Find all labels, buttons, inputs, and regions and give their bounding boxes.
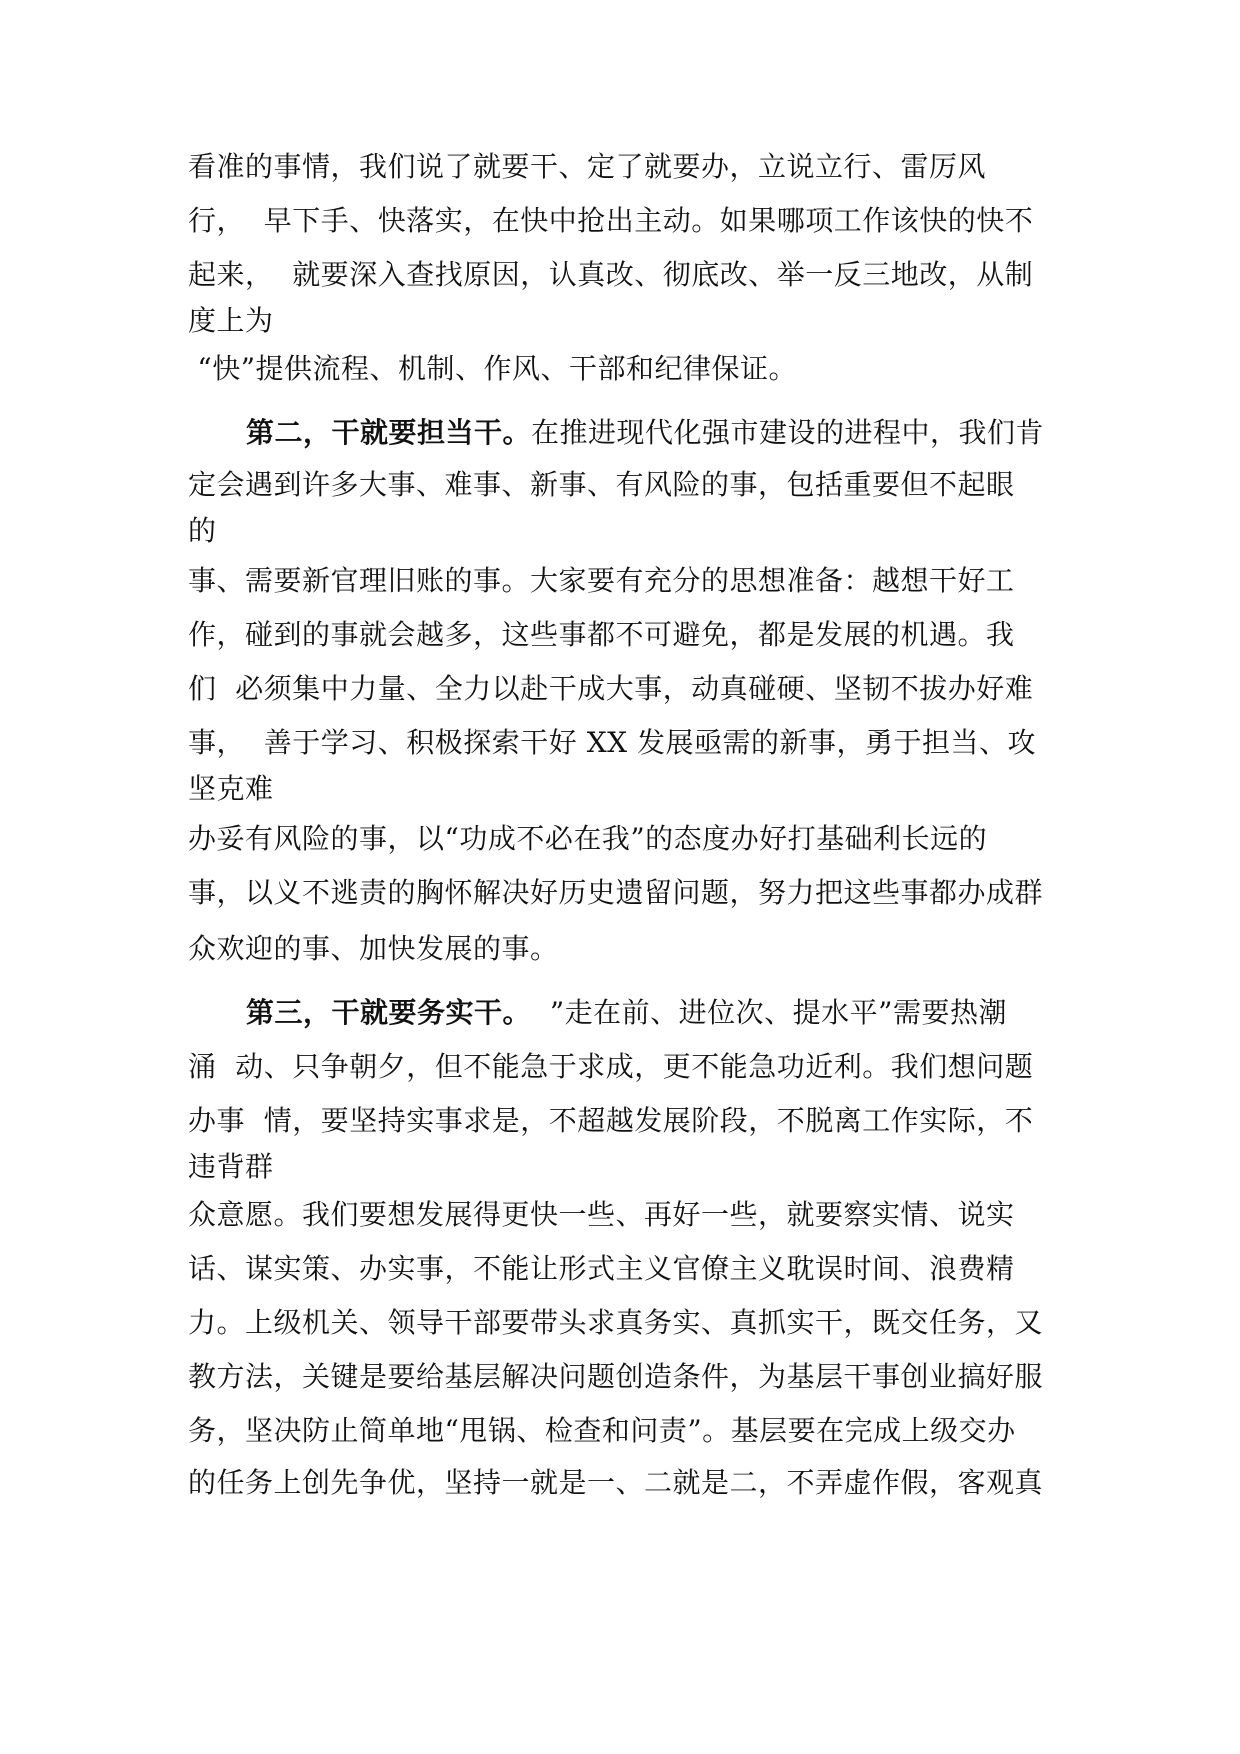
text-line: 教方法，关键是要给基层解决问题创造条件，为基层干事创业搞好服 bbox=[188, 1360, 1044, 1393]
text-line: 办妥有风险的事，以“功成不必在我”的态度办好打基础利长远的 bbox=[188, 822, 988, 855]
paragraph-heading: 第三，干就要务实干。 bbox=[246, 996, 532, 1029]
paragraph-first-line bbox=[246, 996, 1007, 1030]
text-line: 的任务上创先争优，坚持一就是一、二就是二，不弄虚作假，客观真 bbox=[188, 1466, 1044, 1499]
text-line: 度上为 bbox=[188, 304, 274, 337]
text-line: 力。上级机关、领导干部要带头求真务实、真抓实干，既交任务，又 bbox=[188, 1306, 1044, 1339]
text-line: 违背群 bbox=[188, 1150, 274, 1183]
paragraph-first-line bbox=[246, 416, 1044, 450]
text-run: 在推进现代化强市建设的进程中，我们肯 bbox=[531, 416, 1045, 449]
text-line: 作，碰到的事就会越多，这些事都不可避免，都是发展的机遇。我 bbox=[188, 618, 1015, 651]
text-line: “快”提供流程、机制、作风、干部和纪律保证。 bbox=[188, 352, 798, 385]
text-run: ”走在前、进位次、提水平”需要热潮 bbox=[531, 996, 1007, 1029]
text-line: 涌 动、只争朝夕，但不能急于求成，更不能急功近利。我们想问题 bbox=[188, 1050, 1034, 1083]
text-line: 众欢迎的事、加快发展的事。 bbox=[188, 932, 559, 965]
text-line: 起来， 就要深入查找原因，认真改、彻底改、举一反三地改，从制 bbox=[188, 258, 1034, 291]
text-line: 事、需要新官理旧账的事。大家要有充分的思想准备：越想干好工 bbox=[188, 564, 1015, 597]
text-line: 们 必须集中力量、全力以赴干成大事，动真碰硬、坚韧不拔办好难 bbox=[188, 672, 1034, 705]
text-line: 事，以义不逃责的胸怀解决好历史遗留问题，努力把这些事都办成群 bbox=[188, 876, 1044, 909]
text-line: 务，坚决防止简单地“甩锅、检查和问责”。基层要在完成上级交办 bbox=[188, 1414, 1016, 1447]
text-line: 看准的事情，我们说了就要干、定了就要办，立说立行、雷厉风 bbox=[188, 150, 987, 183]
text-line: 的 bbox=[188, 514, 217, 547]
text-line: 众意愿。我们要想发展得更快一些、再好一些，就要察实情、说实 bbox=[188, 1198, 1015, 1231]
text-line: 事， 善于学习、积极探索干好 XX 发展亟需的新事，勇于担当、攻 bbox=[188, 726, 1036, 759]
text-line: 话、谋实策、办实事，不能让形式主义官僚主义耽误时间、浪费精 bbox=[188, 1252, 1015, 1285]
text-line: 坚克难 bbox=[188, 772, 274, 805]
text-line: 行， 早下手、快落实，在快中抢出主动。如果哪项工作该快的快不 bbox=[188, 204, 1034, 237]
text-line: 定会遇到许多大事、难事、新事、有风险的事，包括重要但不起眼 bbox=[188, 468, 1015, 501]
paragraph-heading: 第二，干就要担当干。 bbox=[246, 416, 532, 449]
text-line: 办事 情，要坚持实事求是，不超越发展阶段，不脱离工作实际，不 bbox=[188, 1104, 1034, 1137]
